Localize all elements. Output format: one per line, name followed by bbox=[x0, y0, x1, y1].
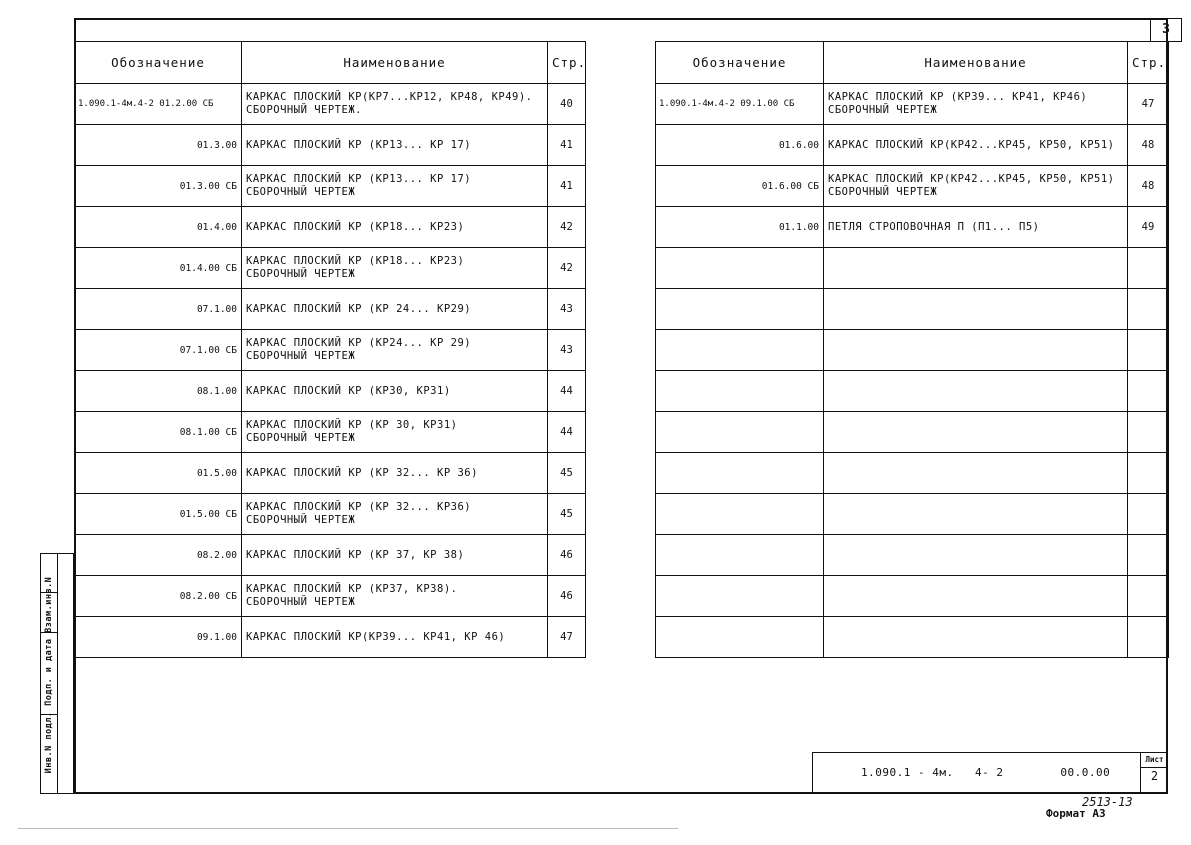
right-spec-table bbox=[655, 41, 1169, 658]
header-page: Стр. bbox=[1128, 42, 1169, 84]
row-name bbox=[242, 125, 548, 166]
table-row bbox=[75, 166, 586, 207]
row-name bbox=[824, 84, 1128, 125]
header-name: Наименование bbox=[824, 42, 1128, 84]
table-header-row bbox=[75, 42, 586, 84]
row-name-line: КАРКАС ПЛОСКИЙ КР (КР13... КР 17) bbox=[246, 138, 472, 151]
row-name bbox=[242, 330, 548, 371]
table-row bbox=[656, 371, 1169, 412]
paper-format: Формат А3 bbox=[1046, 807, 1106, 820]
table-row bbox=[75, 330, 586, 371]
row-page bbox=[1128, 576, 1169, 617]
table-row bbox=[656, 248, 1169, 289]
row-name bbox=[824, 166, 1128, 207]
row-name bbox=[242, 166, 548, 207]
row-name-line: СБОРОЧНЫЙ ЧЕРТЕЖ bbox=[828, 186, 938, 198]
sheet-cell bbox=[1140, 752, 1168, 794]
row-designation: 08.2.00 СБ bbox=[75, 576, 242, 617]
side-stamp-text: Инв.N подл. Подп. и дата Взам.инв.N bbox=[44, 576, 54, 773]
row-name-line: КАРКАС ПЛОСКИЙ КР (КР 32... КР36) bbox=[246, 501, 472, 513]
row-name-line: КАРКАС ПЛОСКИЙ КР (КР18... КР23) bbox=[246, 220, 465, 233]
table-row bbox=[656, 125, 1169, 166]
row-designation: 01.6.00 СБ bbox=[656, 166, 824, 207]
row-designation: 01.3.00 bbox=[75, 125, 242, 166]
row-page: 45 bbox=[548, 453, 586, 494]
row-name-line: КАРКАС ПЛОСКИЙ КР (КР 24... КР29) bbox=[246, 302, 472, 315]
row-name bbox=[242, 453, 548, 494]
table-row bbox=[75, 371, 586, 412]
table-row bbox=[656, 207, 1169, 248]
row-name-line: КАРКАС ПЛОСКИЙ КР(КР42...КР45, КР50, КР51) bbox=[828, 173, 1115, 185]
row-name-line: КАРКАС ПЛОСКИЙ КР (КР 37, КР 38) bbox=[246, 548, 465, 561]
row-name-line: СБОРОЧНЫЙ ЧЕРТЕЖ bbox=[246, 268, 356, 280]
row-name-line: СБОРОЧНЫЙ ЧЕРТЕЖ. bbox=[246, 104, 362, 116]
row-page bbox=[1128, 535, 1169, 576]
row-name bbox=[242, 248, 548, 289]
row-name-line: КАРКАС ПЛОСКИЙ КР(КР7...КР12, КР48, КР49). bbox=[246, 91, 533, 103]
row-name-line: КАРКАС ПЛОСКИЙ КР (КР39... КР41, КР46) bbox=[828, 91, 1088, 103]
row-page bbox=[1128, 371, 1169, 412]
table-row bbox=[656, 412, 1169, 453]
table-row bbox=[75, 248, 586, 289]
row-designation: 09.1.00 bbox=[75, 617, 242, 658]
row-designation: 01.4.00 СБ bbox=[75, 248, 242, 289]
row-page: 42 bbox=[548, 248, 586, 289]
row-name bbox=[242, 84, 548, 125]
row-name bbox=[824, 330, 1128, 371]
table-row bbox=[75, 576, 586, 617]
row-name bbox=[242, 412, 548, 453]
row-designation: 08.1.00 СБ bbox=[75, 412, 242, 453]
row-page bbox=[1128, 412, 1169, 453]
table-row bbox=[75, 494, 586, 535]
row-name-line: КАРКАС ПЛОСКИЙ КР (КР18... КР23) bbox=[246, 255, 465, 267]
page-number: 3 bbox=[1150, 18, 1182, 42]
row-name bbox=[824, 125, 1128, 166]
row-name bbox=[824, 576, 1128, 617]
header-designation: Обозначение bbox=[656, 42, 824, 84]
row-designation: 1.090.1-4м.4-2 01.2.00 СБ bbox=[75, 84, 242, 125]
table-row bbox=[75, 453, 586, 494]
document-designation: 1.090.1 - 4м. 4- 2 00.0.00 bbox=[861, 766, 1111, 779]
header-name: Наименование bbox=[242, 42, 548, 84]
table-row bbox=[75, 125, 586, 166]
row-page: 42 bbox=[548, 207, 586, 248]
row-name-line: СБОРОЧНЫЙ ЧЕРТЕЖ bbox=[246, 432, 356, 444]
row-name bbox=[242, 617, 548, 658]
row-name bbox=[242, 535, 548, 576]
row-page: 48 bbox=[1128, 166, 1169, 207]
table-row bbox=[656, 494, 1169, 535]
row-page: 41 bbox=[548, 125, 586, 166]
header-designation: Обозначение bbox=[75, 42, 242, 84]
row-name-line: КАРКАС ПЛОСКИЙ КР (КР13... КР 17) bbox=[246, 173, 472, 185]
row-name-line: КАРКАС ПЛОСКИЙ КР (КР37, КР38). bbox=[246, 583, 458, 595]
table-row bbox=[656, 535, 1169, 576]
row-page: 44 bbox=[548, 412, 586, 453]
header-page: Стр. bbox=[548, 42, 586, 84]
row-designation: 01.5.00 bbox=[75, 453, 242, 494]
row-name-line: СБОРОЧНЫЙ ЧЕРТЕЖ bbox=[246, 186, 356, 198]
row-name bbox=[242, 289, 548, 330]
table-row bbox=[656, 576, 1169, 617]
row-name bbox=[824, 371, 1128, 412]
row-designation: 01.6.00 bbox=[656, 125, 824, 166]
row-name bbox=[824, 289, 1128, 330]
table-row bbox=[75, 617, 586, 658]
row-page: 43 bbox=[548, 330, 586, 371]
row-name-line: КАРКАС ПЛОСКИЙ КР (КР 30, КР31) bbox=[246, 419, 458, 431]
row-name bbox=[242, 207, 548, 248]
row-designation: 01.3.00 СБ bbox=[75, 166, 242, 207]
table-row bbox=[75, 289, 586, 330]
row-name bbox=[824, 617, 1128, 658]
row-name-line: СБОРОЧНЫЙ ЧЕРТЕЖ bbox=[828, 104, 938, 116]
row-name-line: КАРКАС ПЛОСКИЙ КР(КР42...КР45, КР50, КР51) bbox=[828, 138, 1115, 151]
row-page: 47 bbox=[548, 617, 586, 658]
row-designation bbox=[656, 494, 824, 535]
row-designation: 07.1.00 bbox=[75, 289, 242, 330]
row-name bbox=[824, 248, 1128, 289]
row-name-line: КАРКАС ПЛОСКИЙ КР (КР 32... КР 36) bbox=[246, 466, 478, 479]
row-name-line: СБОРОЧНЫЙ ЧЕРТЕЖ bbox=[246, 350, 356, 362]
table-row bbox=[656, 453, 1169, 494]
row-designation: 08.2.00 bbox=[75, 535, 242, 576]
row-designation bbox=[656, 371, 824, 412]
row-page: 49 bbox=[1128, 207, 1169, 248]
title-block-main bbox=[812, 752, 1140, 794]
row-name-line: КАРКАС ПЛОСКИЙ КР (КР24... КР 29) bbox=[246, 337, 472, 349]
row-name-line: СБОРОЧНЫЙ ЧЕРТЕЖ bbox=[246, 596, 356, 608]
row-page bbox=[1128, 494, 1169, 535]
row-page bbox=[1128, 289, 1169, 330]
row-page: 48 bbox=[1128, 125, 1169, 166]
archive-number: 2513-13 bbox=[1082, 795, 1133, 809]
row-page: 44 bbox=[548, 371, 586, 412]
sheet-label: Лист bbox=[1141, 753, 1168, 768]
left-spec-table bbox=[74, 41, 586, 658]
row-name-line: КАРКАС ПЛОСКИЙ КР(КР39... КР41, КР 46) bbox=[246, 630, 506, 643]
row-page: 40 bbox=[548, 84, 586, 125]
row-name bbox=[824, 535, 1128, 576]
row-name bbox=[242, 494, 548, 535]
row-page: 46 bbox=[548, 535, 586, 576]
table-row bbox=[75, 535, 586, 576]
row-designation: 01.1.00 bbox=[656, 207, 824, 248]
row-designation: 01.4.00 bbox=[75, 207, 242, 248]
table-row bbox=[75, 412, 586, 453]
row-name bbox=[824, 453, 1128, 494]
row-name-line: КАРКАС ПЛОСКИЙ КР (КР30, КР31) bbox=[246, 384, 451, 397]
row-designation: 07.1.00 СБ bbox=[75, 330, 242, 371]
row-page: 41 bbox=[548, 166, 586, 207]
row-designation bbox=[656, 453, 824, 494]
row-designation bbox=[656, 412, 824, 453]
sheet-number: 2 bbox=[1150, 769, 1159, 783]
row-designation bbox=[656, 289, 824, 330]
row-designation bbox=[656, 248, 824, 289]
row-designation bbox=[656, 535, 824, 576]
row-designation: 08.1.00 bbox=[75, 371, 242, 412]
row-designation bbox=[656, 617, 824, 658]
row-designation: 01.5.00 СБ bbox=[75, 494, 242, 535]
row-page: 43 bbox=[548, 289, 586, 330]
row-page bbox=[1128, 330, 1169, 371]
row-name bbox=[824, 412, 1128, 453]
row-page: 45 bbox=[548, 494, 586, 535]
row-designation bbox=[656, 330, 824, 371]
side-stamp-strip bbox=[40, 553, 74, 794]
row-name bbox=[824, 207, 1128, 248]
row-page bbox=[1128, 453, 1169, 494]
table-row bbox=[656, 330, 1169, 371]
table-header-row bbox=[656, 42, 1169, 84]
scan-edge-line bbox=[18, 828, 678, 829]
row-designation bbox=[656, 576, 824, 617]
table-row bbox=[656, 289, 1169, 330]
table-row bbox=[656, 166, 1169, 207]
row-name bbox=[824, 494, 1128, 535]
table-row bbox=[75, 207, 586, 248]
table-row bbox=[75, 84, 586, 125]
row-name bbox=[242, 576, 548, 617]
table-row bbox=[656, 617, 1169, 658]
title-block bbox=[812, 752, 1168, 794]
table-row bbox=[656, 84, 1169, 125]
row-name-line: СБОРОЧНЫЙ ЧЕРТЕЖ bbox=[246, 514, 356, 526]
row-designation: 1.090.1-4м.4-2 09.1.00 СБ bbox=[656, 84, 824, 125]
row-name-line: ПЕТЛЯ СТРОПОВОЧНАЯ П (П1... П5) bbox=[828, 220, 1040, 233]
row-page bbox=[1128, 617, 1169, 658]
row-name bbox=[242, 371, 548, 412]
row-page: 46 bbox=[548, 576, 586, 617]
row-page bbox=[1128, 248, 1169, 289]
row-page: 47 bbox=[1128, 84, 1169, 125]
